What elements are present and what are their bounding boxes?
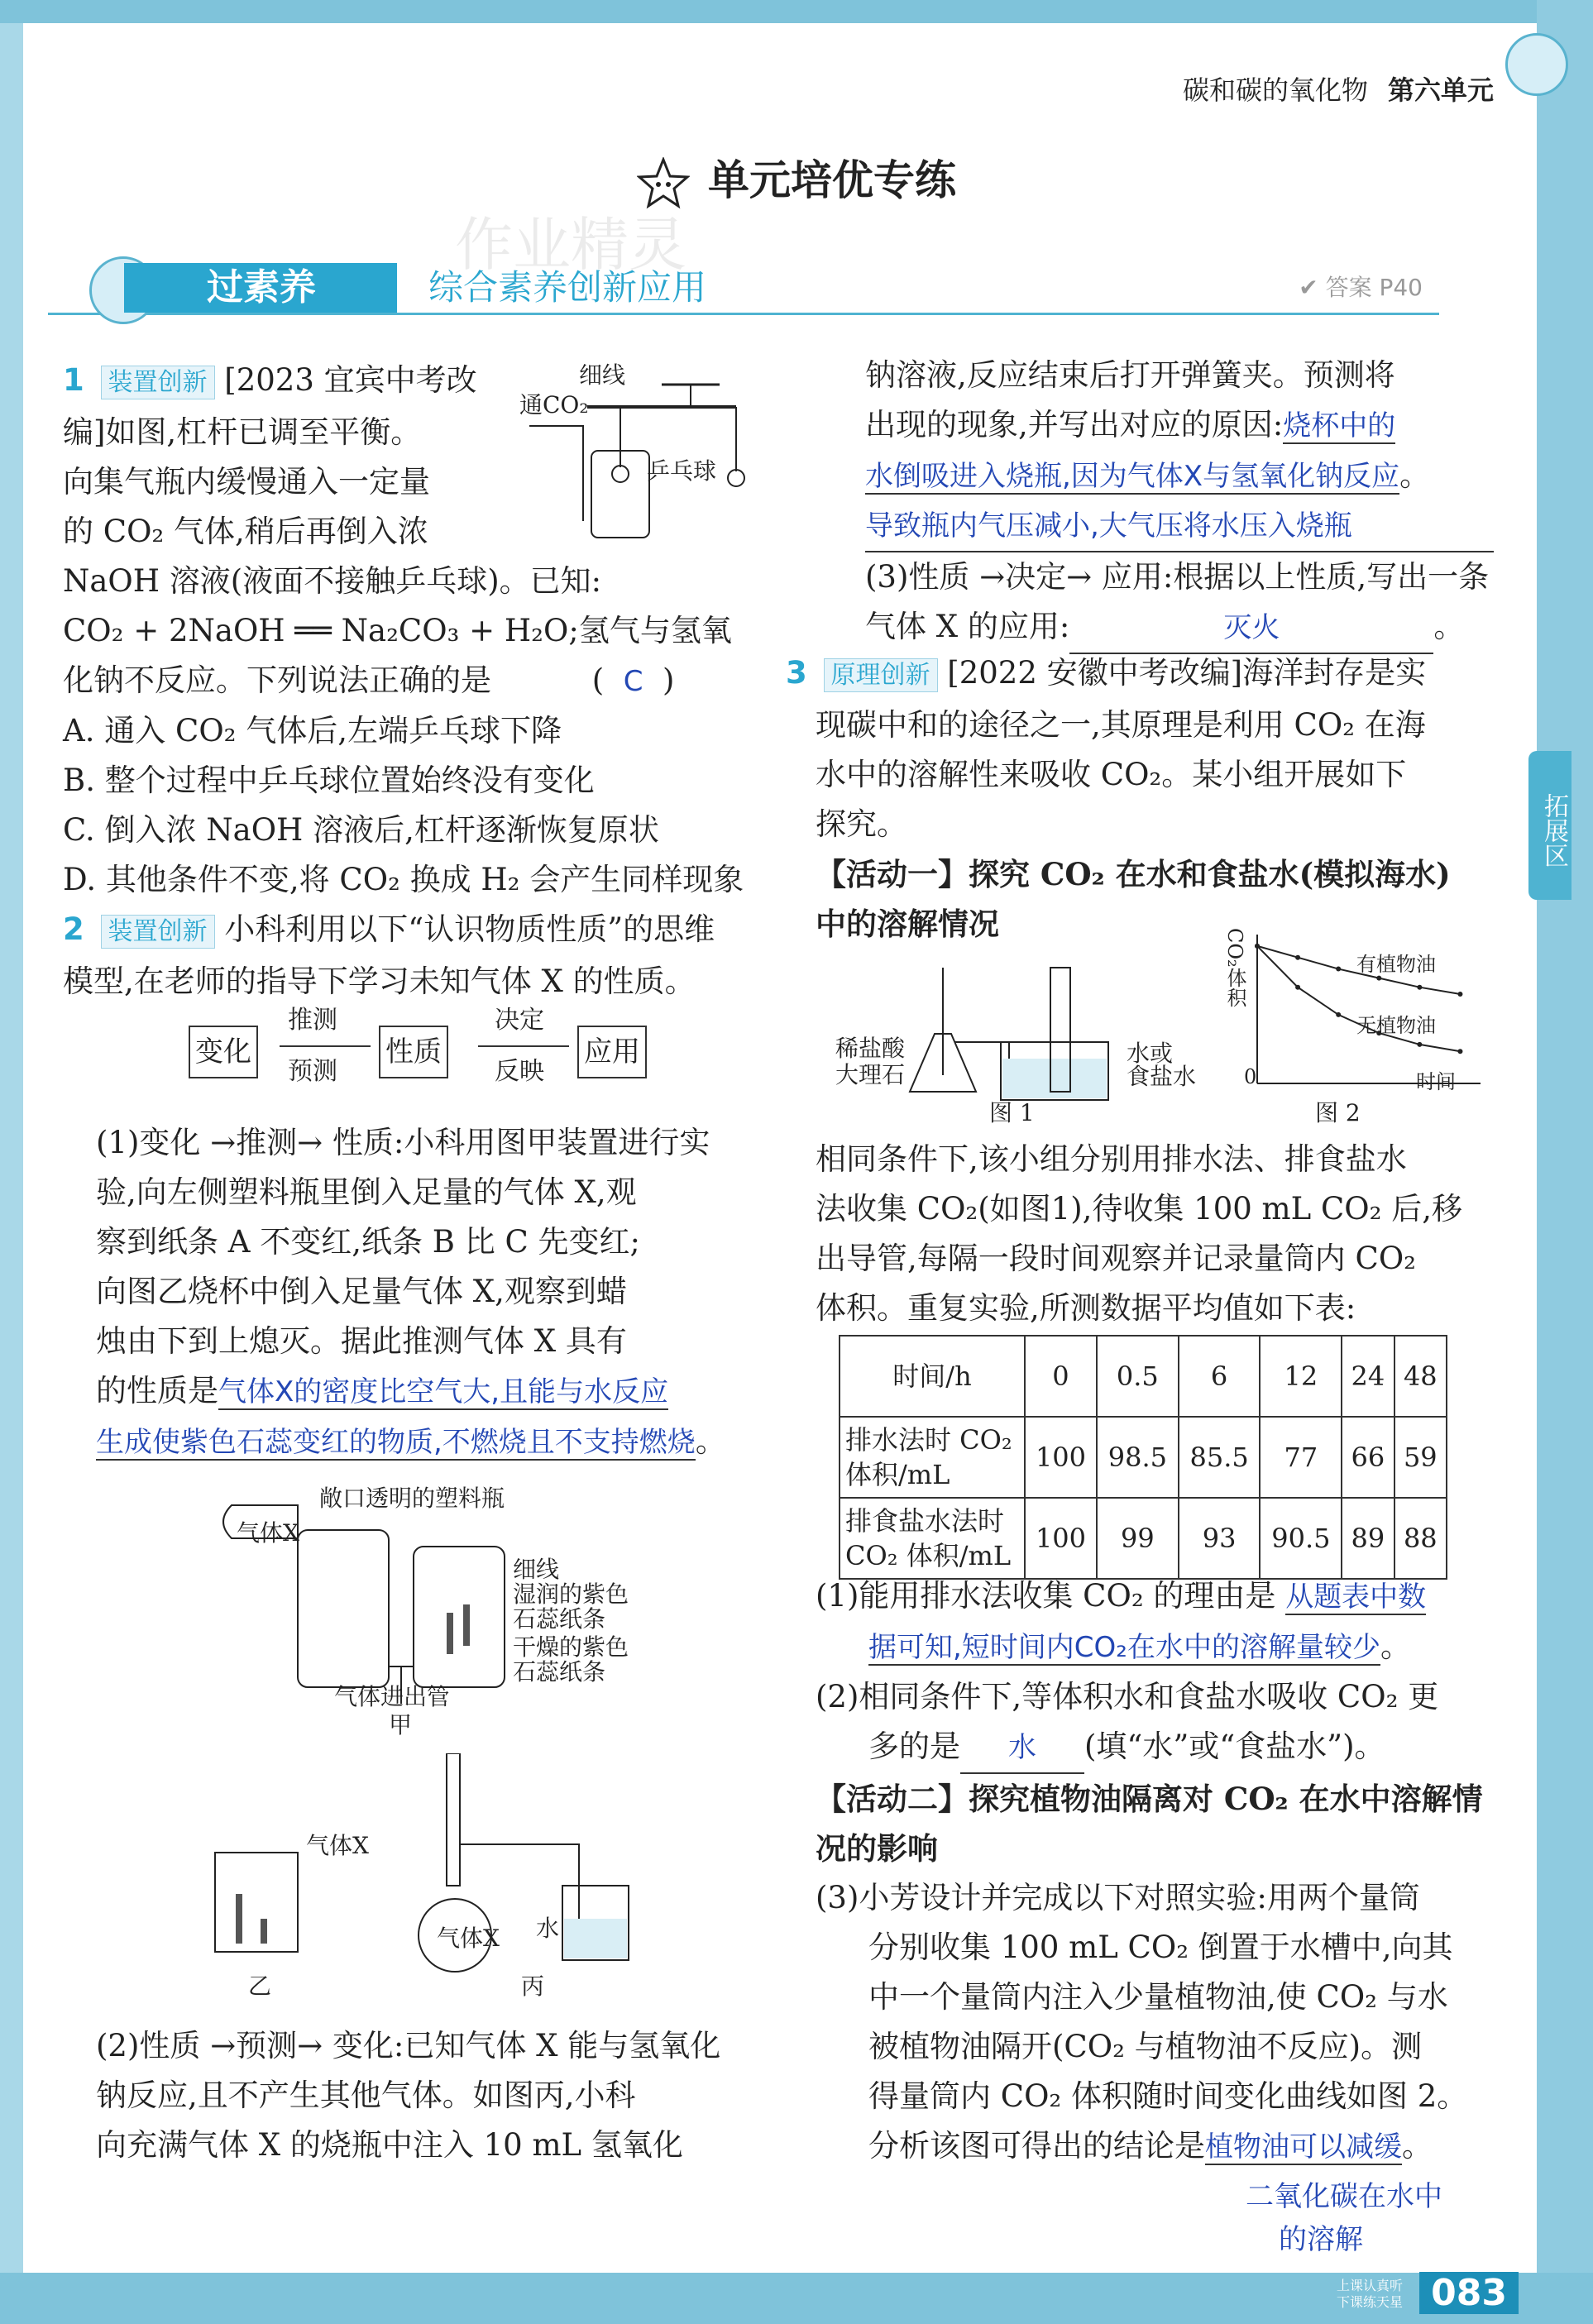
q2-intro: 模型,在老师的指导下学习未知气体 X 的性质。 — [63, 964, 696, 999]
q2-p1-line: 验,向左侧塑料瓶里倒入足量的气体 X,观 — [96, 1174, 637, 1210]
q1-badge: 装置创新 — [101, 366, 215, 399]
jia-gas-label: 气体X — [237, 1519, 299, 1547]
mascot-icon — [1505, 33, 1568, 96]
q2-p1-line: 烛由下到上熄灭。据此推测气体 X 具有 — [96, 1323, 627, 1359]
fig-label-inlet: 通CO₂ — [519, 391, 589, 418]
figure-yi-bing — [199, 1753, 695, 2001]
fig1-marble: 大理石 — [835, 1061, 906, 1088]
bing-water-label: 水 — [536, 1915, 560, 1942]
q2-cont-line: 出现的现象,并写出对应的原因: — [865, 407, 1284, 442]
table-cell: 66 — [1342, 1417, 1394, 1498]
model-change: 变化 — [189, 1026, 258, 1078]
q1-line: 的 CO₂ 气体,稍后再倒入浓 — [63, 514, 428, 549]
fig2-legend-nooil: 无植物油 — [1356, 1014, 1436, 1037]
yi-gas-label: 气体X — [306, 1832, 369, 1859]
q3-activity2: 【活动二】探究植物油隔离对 CO₂ 在水中溶解情 — [816, 1781, 1483, 1817]
q2-p1-line: 的性质是 — [96, 1373, 218, 1408]
fig2-xlabel: 时间 — [1416, 1070, 1456, 1093]
table-cell: 93 — [1179, 1498, 1261, 1579]
q3-line: [2022 安徽中考改编]海洋封存是实 — [947, 655, 1427, 691]
data-point — [1295, 985, 1300, 990]
q3-p2: 多的是 — [868, 1729, 960, 1764]
table-cell: 12 — [1260, 1336, 1342, 1417]
model-predict: 预测 — [288, 1057, 337, 1086]
q3-block — [786, 648, 1497, 949]
model-infer: 推测 — [288, 1006, 337, 1035]
table-cell: 59 — [1394, 1417, 1447, 1498]
lever-figure — [513, 356, 761, 546]
jia-bottle-label: 敞口透明的塑料瓶 — [319, 1485, 505, 1512]
q2-p2-line: 向充满气体 X 的烧瓶中注入 10 mL 氢氧化 — [96, 2127, 683, 2163]
q1-answer: C — [623, 665, 643, 698]
q3-p2-answer: 水 — [960, 1723, 1084, 1774]
table-header — [840, 1336, 1447, 1417]
motto-line: 上课认真听 — [1336, 2278, 1403, 2293]
q2-part2 — [96, 2021, 807, 2170]
section-tag: 过素养 — [124, 263, 397, 313]
q1-line: 化钠不反应。下列说法正确的是 — [63, 662, 491, 698]
fig-label-rope: 细线 — [579, 361, 626, 389]
q3-p2: (填“水”或“食盐水”)。 — [1084, 1729, 1385, 1764]
q2-intro: 小科利用以下“认识物质性质”的思维 — [224, 911, 715, 947]
jia-pipe-label: 气体进出管 — [334, 1683, 451, 1710]
thinking-model — [189, 1006, 652, 1087]
data-point — [1417, 1042, 1422, 1047]
bing-gas-label: 气体X — [437, 1925, 500, 1952]
q3-text: 法收集 CO₂(如图1),待收集 100 mL CO₂ 后,移 — [816, 1191, 1462, 1227]
table-cell: 6 — [1179, 1336, 1261, 1417]
model-arrow — [478, 1045, 569, 1047]
table-row — [840, 1498, 1447, 1579]
q1-option: D. 其他条件不变,将 CO₂ 换成 H₂ 会产生同样现象 — [63, 862, 744, 897]
side-tab[interactable]: 拓展区 — [1528, 751, 1571, 900]
footer-motto — [1337, 2278, 1403, 2311]
q2-answer: 导致瓶内气压减小,大气压将水压入烧瓶 — [865, 501, 1494, 552]
q3-badge: 原理创新 — [824, 658, 938, 692]
model-arrow — [280, 1045, 371, 1047]
jia-dry-label: 干燥的紫色 — [513, 1633, 629, 1661]
model-application: 应用 — [577, 1026, 647, 1078]
data-point — [1295, 955, 1300, 960]
answer-ref: ✔ 答案 P40 — [1299, 274, 1423, 301]
q2-p2-line: (2)性质 →预测→ 变化:已知气体 X 能与氢氧化 — [96, 2028, 721, 2063]
jia-wet-label-2: 石蕊纸条 — [513, 1605, 606, 1633]
data-point — [1255, 944, 1260, 949]
fig1-water: 水或 — [1127, 1040, 1174, 1067]
q3-questions: (1)能用排水法收集 CO₂ 的理由是 从题表中数 据可知,短时间内CO₂在水中的溶解量较少。 (2)相同条件下,等体积水和食盐水吸收 CO₂ 更 多的是 水 (填“水”或“食盐水”)。 【活动二】探究植物油隔离对 CO₂ 在水中溶解情 况的影响 (3)小芳设计并完成以下对照实验:用两个量筒 分别收集 100 mL CO₂ 倒置于水槽中,向其 中一个量筒内注入少量植物油,使 CO₂ 与水 被植物油隔开(CO₂ 与植物油不反应)。测 得量筒内 CO₂ 体积随时间变化曲线如图 2。 分析该图可得出的结论是植物油可以减缓。 二氧化碳在水中 的溶解 — [816, 1571, 1494, 2258]
table-cell: 排食盐水法时 CO₂ 体积/mL — [840, 1498, 1025, 1579]
q3-activity1: 【活动一】探究 CO₂ 在水和食盐水(模拟海水) — [816, 856, 1451, 892]
fig2-ylabel: CO₂体积 — [1223, 928, 1246, 1007]
jia-dry-label-2: 石蕊纸条 — [513, 1658, 606, 1686]
table-cell: 24 — [1342, 1336, 1394, 1417]
page-number: 083 — [1419, 2272, 1519, 2314]
q3-number: 3 — [786, 655, 807, 691]
data-table — [839, 1335, 1447, 1580]
table-cell: 100 — [1025, 1417, 1097, 1498]
q2-answer: 烧杯中的 — [1283, 409, 1396, 442]
jia-wet-label: 湿润的紫色 — [513, 1580, 629, 1608]
table-cell: 89 — [1342, 1498, 1394, 1579]
watermark: 作业精灵 — [455, 211, 686, 279]
table-cell: 0.5 — [1097, 1336, 1179, 1417]
q3-line: 探究。 — [816, 806, 907, 842]
model-reflect: 反映 — [495, 1057, 544, 1086]
table-cell: 99 — [1097, 1498, 1179, 1579]
q1-line: 向集气瓶内缓慢通入一定量 — [63, 464, 430, 500]
table-row — [840, 1417, 1447, 1498]
q1-option: A. 通入 CO₂ 气体后,左端乒乓球下降 — [63, 713, 562, 748]
page-title — [0, 147, 1593, 210]
table-cell: 时间/h — [840, 1336, 1025, 1417]
fig2-origin: 0 — [1244, 1065, 1257, 1088]
q3-text: 出导管,每隔一段时间观察并记录量筒内 CO₂ — [816, 1241, 1416, 1276]
q3-text: 体积。重复实验,所测数据平均值如下表: — [816, 1290, 1356, 1326]
bing-name: 丙 — [521, 1973, 545, 2000]
q3-p1: (1)能用排水法收集 CO₂ 的理由是 — [816, 1578, 1276, 1614]
q1-option: B. 整个过程中乒乓球位置始终没有变化 — [63, 763, 595, 798]
model-property: 性质 — [379, 1026, 448, 1078]
table-cell: 88 — [1394, 1498, 1447, 1579]
q1-line: [2023 宜宾中考改 — [224, 362, 477, 398]
q3-line: 水中的溶解性来吸收 CO₂。某小组开展如下 — [816, 757, 1407, 792]
fig1-acid: 稀盐酸 — [835, 1035, 906, 1062]
q3-p2: (2)相同条件下,等体积水和食盐水吸收 CO₂ 更 — [816, 1679, 1439, 1714]
q2-p1-line: 向图乙烧杯中倒入足量气体 X,观察到蜡 — [96, 1274, 627, 1309]
fig1-name: 图 1 — [989, 1099, 1035, 1126]
q2-part1: (1)变化 →推测→ 性质:小科用图甲装置进行实 验,向左侧塑料瓶里倒入足量的气体 X,观 察到纸条 A 不变红,纸条 B 比 C 先变红; 向图乙烧杯中倒入足量气体 X,观察到蜡 烛由下到上熄灭。据此推测气体 X 具有 的性质是气体X的密度比空气大,且能与水反应 生成使紫色石蕊变红的物质,不燃烧且不支持燃烧。 — [96, 1118, 807, 1467]
table-cell: 0 — [1025, 1336, 1097, 1417]
q3-p3: 得量筒内 CO₂ 体积随时间变化曲线如图 2。 — [868, 2078, 1468, 2114]
q3-line: 现碳中和的途径之一,其原理是利用 CO₂ 在海 — [816, 707, 1426, 743]
q3-p1-answer: 据可知,短时间内CO₂在水中的溶解量较少 — [868, 1631, 1380, 1664]
model-decide: 决定 — [495, 1006, 544, 1035]
yi-name: 乙 — [248, 1973, 272, 2000]
q2-p3-answer: 灭火 — [1069, 603, 1433, 654]
section-banner — [48, 263, 1439, 315]
q3-text: 相同条件下,该小组分别用排水法、排食盐水 — [816, 1141, 1407, 1177]
q3-activity1: 中的溶解情况 — [816, 906, 999, 942]
q2-p2-line: 钠反应,且不产生其他气体。如图丙,小科 — [96, 2078, 636, 2113]
fig2-name: 图 2 — [1315, 1099, 1361, 1126]
table-cell: 85.5 — [1179, 1417, 1261, 1498]
unit-title: 第六单元 — [1387, 74, 1494, 106]
q2-answer: 水倒吸进入烧瓶,因为气体X与氢氧化钠反应 — [865, 460, 1400, 493]
q3-activity2: 况的影响 — [816, 1830, 938, 1867]
table-cell: 100 — [1025, 1498, 1097, 1579]
q3-after-fig — [816, 1135, 1494, 1333]
q2-p1-line: 察到纸条 A 不变红,纸条 B 比 C 先变红; — [96, 1224, 641, 1260]
q3-p3: 分析该图可得出的结论是 — [868, 2128, 1205, 2164]
q2-number: 2 — [63, 911, 84, 947]
right-border — [1537, 0, 1593, 2324]
chapter-title: 碳和碳的氧化物 — [1182, 74, 1368, 106]
title-text: 单元培优专练 — [708, 156, 956, 204]
table-cell: 排水法时 CO₂ 体积/mL — [840, 1417, 1025, 1498]
q1-line: 编]如图,杠杆已调至平衡。 — [63, 414, 422, 450]
q2-p3-line: (3)性质 →决定→ 应用:根据以上性质,写出一条 — [865, 559, 1490, 595]
q1-number: 1 — [63, 362, 84, 398]
q3-p3-answer: 植物油可以减缓 — [1205, 2130, 1402, 2164]
answer-ref-text: 答案 P40 — [1325, 274, 1423, 301]
q2-p1-answer: 生成使紫色石蕊变红的物质,不燃烧且不支持燃烧 — [96, 1426, 696, 1459]
q3-p3-answer: 的溶解 — [1279, 2223, 1363, 2256]
data-point — [1336, 1012, 1341, 1017]
jia-rope-label: 细线 — [513, 1556, 560, 1583]
table-cell: 98.5 — [1097, 1417, 1179, 1498]
section-subtitle: 综合素养创新应用 — [428, 267, 707, 308]
q3-p3: (3)小芳设计并完成以下对照实验:用两个量筒 — [816, 1880, 1420, 1915]
right-column-top: 钠溶液,反应结束后打开弹簧夹。预测将 出现的现象,并写出对应的原因:烧杯中的 水倒吸进入烧瓶,因为气体X与氢氧化钠反应。 导致瓶内气压减小,大气压将水压入烧瓶 (3)性质 →决定→ 应用:根据以上性质,写出一条 气体 X 的应用: 灭火 。 — [865, 351, 1494, 654]
jia-name: 甲 — [389, 1711, 413, 1738]
motto-line: 下课练天星 — [1336, 2294, 1403, 2310]
top-border — [0, 0, 1593, 23]
q1-option: C. 倒入浓 NaOH 溶液后,杠杆逐渐恢复原状 — [63, 812, 659, 848]
q3-p3: 分别收集 100 mL CO₂ 倒置于水槽中,向其 — [868, 1929, 1453, 1965]
left-column: 1 装置创新 [2023 宜宾中考改 编]如图,杠杆已调至平衡。 向集气瓶内缓慢通入一定量 的 CO₂ 气体,稍后再倒入浓 NaOH 溶液(液面不接触乒乓球)。已知: CO₂ + 2NaOH ══ Na₂CO₃ + H₂O;氢气与氢氧 化钠不反应。下列说法正确的是 ( C ) A. 通入 CO₂ 气体后,左端乒乓球下降 B. 整个过程中乒乓球位置始终没有变化 C. 倒入浓 NaOH 溶液后,杠杆逐渐恢复原状 D. 其他条件不变,将 CO₂ 换成 H₂ 会产生同样现象 2 装置创新 小科利用以下“认识物质性质”的思维 模型,在老师的指导下学习未知气体 X 的性质。 — [63, 356, 774, 1007]
table-cell: 77 — [1260, 1417, 1342, 1498]
q1-line: NaOH 溶液(液面不接触乒乓球)。已知: — [63, 563, 602, 599]
page-header — [1183, 69, 1494, 108]
data-point — [1457, 992, 1462, 997]
data-point — [1336, 967, 1341, 972]
q2-p1-answer: 气体X的密度比空气大,且能与水反应 — [218, 1375, 669, 1408]
q2-cont-line: 钠溶液,反应结束后打开弹簧夹。预测将 — [865, 357, 1395, 393]
q2-badge: 装置创新 — [101, 915, 215, 949]
q3-p1-answer: 从题表中数 — [1285, 1580, 1427, 1614]
q2-p3-line: 气体 X 的应用: — [865, 609, 1070, 644]
q2-p1-line: (1)变化 →推测→ 性质:小科用图甲装置进行实 — [96, 1125, 710, 1160]
q3-p3: 中一个量筒内注入少量植物油,使 CO₂ 与水 — [868, 1979, 1448, 2015]
table-cell: 48 — [1394, 1336, 1447, 1417]
fig1-water-2: 食盐水 — [1127, 1063, 1197, 1090]
fig-label-ball: 乒乓球 — [647, 457, 717, 485]
table-cell: 90.5 — [1260, 1498, 1342, 1579]
data-point — [1457, 1049, 1462, 1054]
fig2-legend-oil: 有植物油 — [1356, 953, 1436, 976]
q3-p3: 被植物油隔开(CO₂ 与植物油不反应)。测 — [868, 2029, 1423, 2064]
q1-line: CO₂ + 2NaOH ══ Na₂CO₃ + H₂O;氢气与氢氧 — [63, 613, 732, 648]
data-point — [1417, 985, 1422, 990]
q3-p3-answer: 二氧化碳在水中 — [1246, 2180, 1442, 2213]
